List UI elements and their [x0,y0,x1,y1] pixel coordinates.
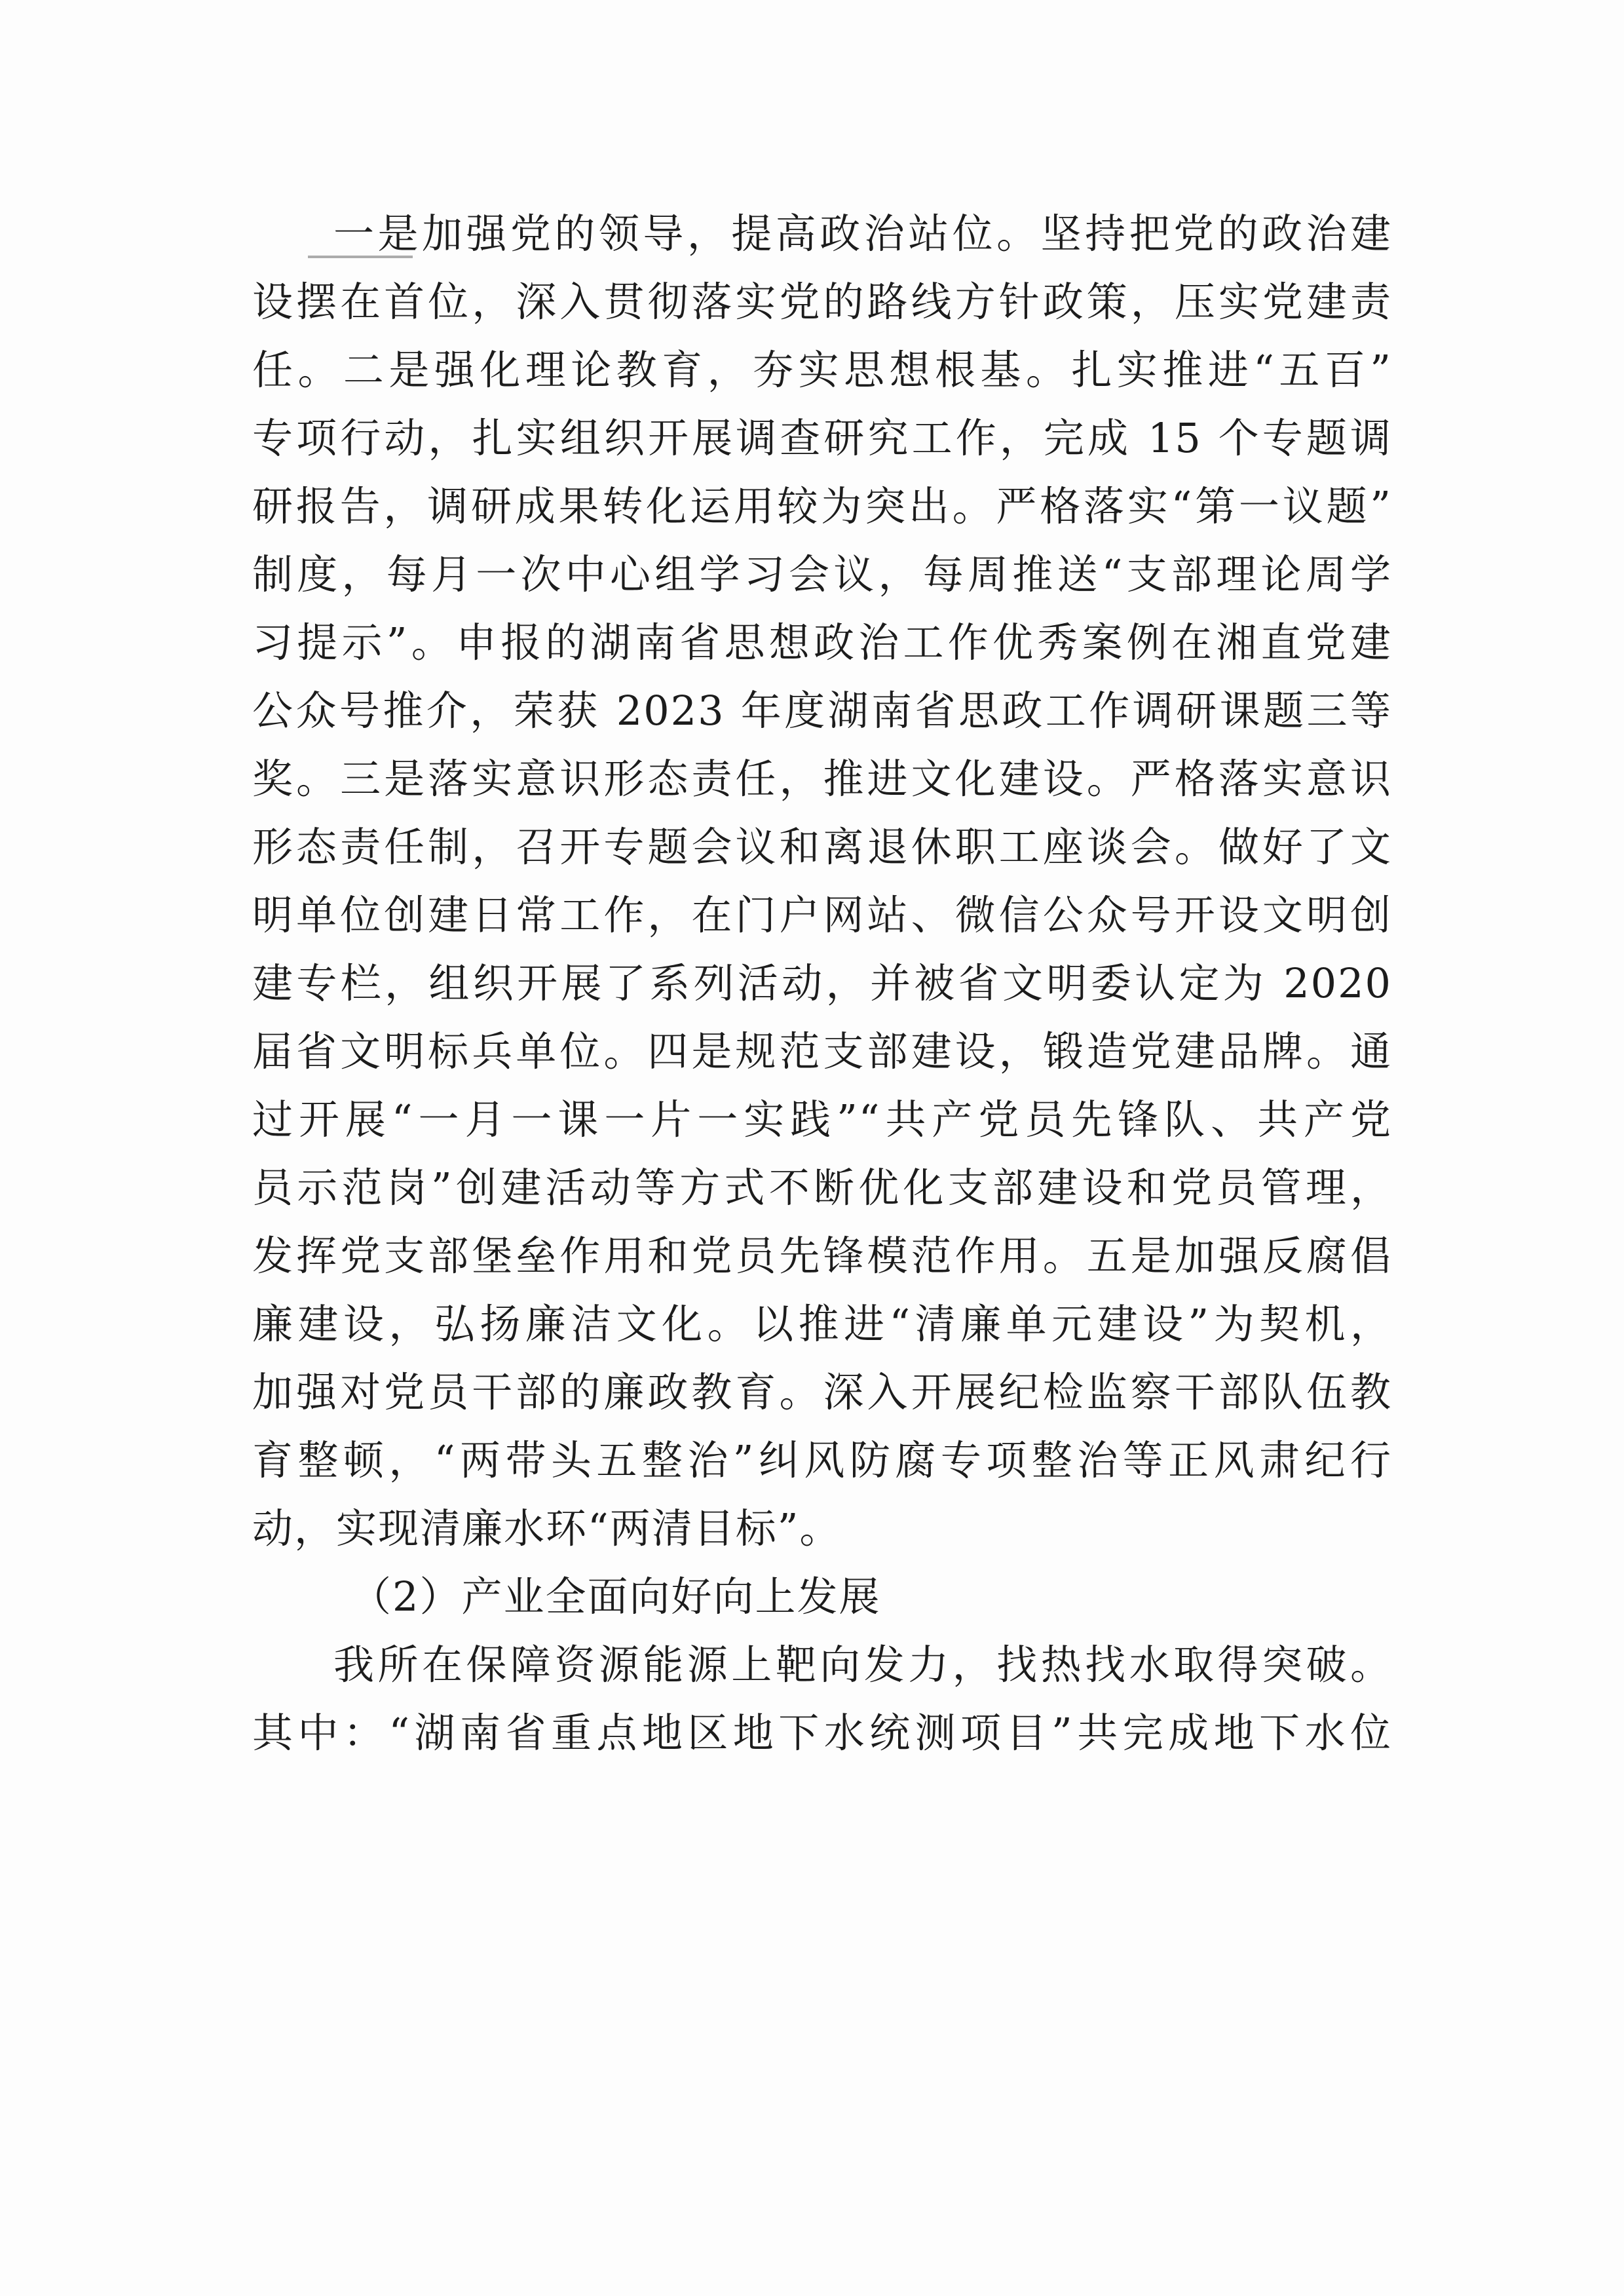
paragraph-line: 动，实现清廉水环“两清目标”。 [252,1504,842,1552]
paragraph-line: 明单位创建日常工作，在门户网站、微信公众号开设文明创 [252,891,1392,939]
section-heading: （2）产业全面向好向上发展 [350,1573,881,1620]
paragraph-line: 育整顿，“两带头五整治”纠风防腐专项整治等正风肃纪行 [252,1436,1392,1484]
paragraph-line: 奖。三是落实意识形态责任，推进文化建设。严格落实意识 [252,755,1392,803]
paragraph-line: 其中：“湖南省重点地区地下水统测项目”共完成地下水位 [252,1709,1392,1757]
paragraph-line: 制度，每月一次中心组学习会议，每周推送“支部理论周学 [252,550,1392,598]
paragraph-line: 一是加强党的领导，提高政治站位。坚持把党的政治建 [333,210,1392,258]
paragraph-line: 设摆在首位，深入贯彻落实党的路线方针政策，压实党建责 [252,278,1392,326]
paragraph-line: 发挥党支部堡垒作用和党员先锋模范作用。五是加强反腐倡 [252,1232,1392,1280]
paragraph-line: 任。二是强化理论教育，夯实思想根基。扎实推进“五百” [252,346,1392,394]
paragraph-line: 廉建设，弘扬廉洁文化。以推进“清廉单元建设”为契机， [252,1300,1392,1348]
paragraph-line: 研报告，调研成果转化运用较为突出。严格落实“第一议题” [252,482,1392,530]
paragraph-line: 专项行动，扎实组织开展调查研究工作，完成 15 个专题调 [252,414,1392,462]
paragraph-line: 届省文明标兵单位。四是规范支部建设，锻造党建品牌。通 [252,1027,1392,1075]
paragraph-line: 习提示”。申报的湖南省思想政治工作优秀案例在湘直党建 [252,619,1392,666]
paragraph-line: 形态责任制，召开专题会议和离退休职工座谈会。做好了文 [252,823,1392,871]
paragraph-line: 员示范岗”创建活动等方式不断优化支部建设和党员管理， [252,1164,1392,1212]
paragraph-line: 加强对党员干部的廉政教育。深入开展纪检监察干部队伍教 [252,1368,1392,1416]
document-body [252,200,1392,1767]
paragraph-line: 公众号推介，荣获 2023 年度湖南省思政工作调研课题三等 [252,687,1392,735]
paragraph-line: 过开展“一月一课一片一实践”“共产党员先锋队、共产党 [252,1096,1392,1143]
paragraph-line: 建专栏，组织开展了系列活动，并被省文明委认定为 2020 [252,959,1392,1007]
paragraph-line: 我所在保障资源能源上靶向发力，找热找水取得突破。 [333,1641,1392,1689]
